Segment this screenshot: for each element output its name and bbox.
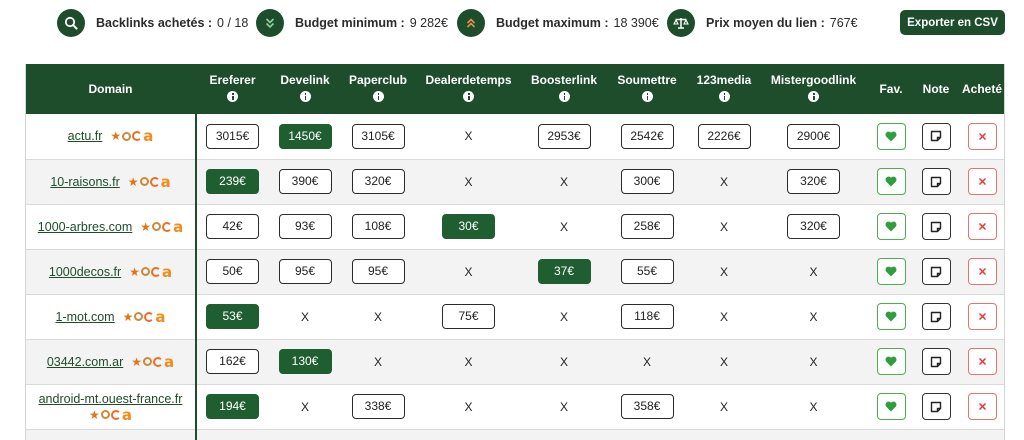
price-cell <box>268 204 342 249</box>
price-button-best[interactable]: 130€ <box>279 349 332 374</box>
header-platform: Ereferer <box>196 64 268 114</box>
favorite-cell <box>868 339 914 384</box>
ahrefs-logo-icon: a <box>173 217 184 236</box>
not-available-mark: X <box>464 129 473 144</box>
domain-wrap <box>26 127 195 146</box>
header-fav: Fav. <box>868 64 914 114</box>
close-icon <box>978 222 987 231</box>
table-row <box>26 204 1005 249</box>
stat-budget-min-label: Budget minimum : <box>295 16 405 30</box>
not-available-mark: X <box>719 354 728 369</box>
not-available-mark: X <box>642 354 651 369</box>
favorite-button[interactable] <box>877 123 906 150</box>
price-button-best[interactable]: 1450€ <box>279 124 332 149</box>
note-icon <box>930 130 942 142</box>
price-cell <box>342 339 414 384</box>
price-cell <box>414 159 523 204</box>
price-button[interactable]: 95€ <box>352 259 405 284</box>
price-button[interactable]: 358€ <box>621 394 674 419</box>
info-icon[interactable] <box>559 91 570 102</box>
note-cell <box>914 204 958 249</box>
note-button[interactable] <box>922 213 951 240</box>
price-button[interactable]: 93€ <box>279 214 332 239</box>
header-bought: Acheté <box>958 64 1005 114</box>
header-platform: Develink <box>268 64 342 114</box>
magnifier-icon <box>141 267 150 276</box>
domain-metrics-badges[interactable] <box>127 172 171 191</box>
info-icon[interactable] <box>808 91 819 102</box>
favorite-button[interactable] <box>877 213 906 240</box>
stat-avg-price-value: 767€ <box>829 16 858 30</box>
favorite-cell <box>868 114 914 159</box>
price-cell <box>196 294 268 339</box>
note-button[interactable] <box>922 123 951 150</box>
price-cell <box>268 294 342 339</box>
delete-button[interactable] <box>968 258 997 285</box>
domain-metrics-badges[interactable] <box>140 217 184 236</box>
domain-metrics-badges[interactable] <box>131 352 175 371</box>
circle-logo-icon <box>150 177 160 187</box>
note-icon <box>930 176 942 188</box>
price-button[interactable]: 2226€ <box>698 124 751 149</box>
circle-logo-icon <box>162 222 172 232</box>
delete-button[interactable] <box>968 303 997 330</box>
scale-icon <box>667 9 695 37</box>
not-available-mark: X <box>373 354 382 369</box>
header-platform: Soumettre <box>605 64 689 114</box>
note-icon <box>930 311 942 323</box>
price-cell <box>268 249 342 294</box>
delete-button[interactable] <box>968 123 997 150</box>
price-cell <box>523 294 605 339</box>
not-available-mark: X <box>719 219 728 234</box>
not-available-mark: X <box>464 399 473 414</box>
note-cell <box>914 339 958 384</box>
price-cell <box>605 114 689 159</box>
price-cell <box>689 249 759 294</box>
price-cell <box>414 204 523 249</box>
price-cell <box>414 249 523 294</box>
price-cell <box>342 294 414 339</box>
domain-cell <box>26 384 196 429</box>
delete-cell <box>958 249 1005 294</box>
domain-cell <box>26 159 196 204</box>
price-cell <box>196 339 268 384</box>
price-cell <box>689 339 759 384</box>
header-platform: Mistergoodlink <box>759 64 868 114</box>
domain-metrics-badges[interactable] <box>122 307 166 326</box>
not-available-mark: X <box>809 399 818 414</box>
price-cell <box>759 204 868 249</box>
stat-backlinks-value: 0 / 18 <box>217 16 249 30</box>
info-icon[interactable] <box>719 91 730 102</box>
price-cell <box>523 339 605 384</box>
ahrefs-logo-icon: a <box>155 307 166 326</box>
not-available-mark: X <box>809 354 818 369</box>
delete-cell <box>958 204 1005 249</box>
note-icon <box>930 401 942 413</box>
circle-logo-icon <box>151 267 161 277</box>
ahrefs-logo-icon: a <box>161 262 173 281</box>
price-cell <box>605 339 689 384</box>
delete-button[interactable] <box>968 393 997 420</box>
favorite-cell <box>868 249 914 294</box>
domain-cell <box>26 294 196 339</box>
table-row <box>26 249 1005 294</box>
price-cell <box>196 249 268 294</box>
price-button[interactable]: 50€ <box>206 259 259 284</box>
note-button[interactable] <box>922 303 951 330</box>
header-platform: Dealerdetemps <box>414 64 523 114</box>
price-button[interactable]: 300€ <box>621 169 674 194</box>
price-button[interactable]: 2900€ <box>787 124 840 149</box>
price-button-best[interactable]: 30€ <box>442 214 495 239</box>
stat-backlinks <box>57 9 248 37</box>
price-cell <box>196 384 268 429</box>
price-button[interactable]: 42€ <box>206 214 259 239</box>
domain-link[interactable]: 1000-arbres.com <box>37 219 133 234</box>
price-cell <box>689 384 759 429</box>
favorite-button[interactable] <box>877 348 906 375</box>
not-available-mark: X <box>559 219 568 234</box>
price-button[interactable]: 338€ <box>352 394 405 419</box>
price-button[interactable]: 390€ <box>279 169 332 194</box>
price-cell <box>342 114 414 159</box>
header-domain: Domain <box>26 64 196 114</box>
price-cell <box>196 114 268 159</box>
header-platform: Paperclub <box>342 64 414 114</box>
star-icon: ★ <box>140 219 152 234</box>
close-icon <box>978 312 987 321</box>
price-button[interactable]: 55€ <box>621 259 674 284</box>
info-icon[interactable] <box>373 91 384 102</box>
note-cell <box>914 159 958 204</box>
circle-logo-icon <box>153 357 163 367</box>
price-cell <box>759 429 868 440</box>
domain-wrap <box>26 172 195 191</box>
note-button[interactable] <box>922 168 951 195</box>
star-icon: ★ <box>129 264 140 279</box>
price-cell <box>414 384 523 429</box>
close-icon <box>978 402 987 411</box>
price-cell <box>605 294 689 339</box>
chevron-double-up-icon <box>457 9 485 37</box>
price-button[interactable]: 108€ <box>352 214 405 239</box>
domain-metrics-badges[interactable] <box>110 127 154 146</box>
table-header <box>26 64 1005 114</box>
domain-link[interactable]: 10-raisons.fr <box>50 174 120 189</box>
price-cell <box>196 159 268 204</box>
domain-cell <box>26 204 196 249</box>
close-icon <box>978 132 987 141</box>
heart-icon <box>885 131 897 142</box>
note-button[interactable] <box>922 348 951 375</box>
star-icon: ★ <box>89 407 100 422</box>
domain-wrap <box>26 352 195 371</box>
favorite-button[interactable] <box>877 303 906 330</box>
heart-icon <box>885 266 897 277</box>
price-cell <box>605 249 689 294</box>
note-cell <box>914 249 958 294</box>
price-button[interactable]: 162€ <box>206 349 259 374</box>
table-row <box>26 114 1005 159</box>
not-available-mark: X <box>559 399 568 414</box>
price-button-best[interactable]: 53€ <box>206 304 259 329</box>
not-available-mark: X <box>719 309 728 324</box>
header-platform: Boosterlink <box>523 64 605 114</box>
heart-icon <box>885 401 897 412</box>
domain-wrap <box>26 217 195 236</box>
price-cell <box>342 384 414 429</box>
delete-button[interactable] <box>968 168 997 195</box>
price-button-best[interactable]: 37€ <box>538 259 591 284</box>
domain-metrics-badges[interactable] <box>89 405 132 424</box>
not-available-mark: X <box>809 309 818 324</box>
stat-budget-min-value: 9 282€ <box>409 16 448 30</box>
price-button[interactable]: 3105€ <box>352 124 405 149</box>
price-button[interactable]: 118€ <box>621 304 674 329</box>
heart-icon <box>885 176 897 187</box>
price-button[interactable]: 320€ <box>787 214 840 239</box>
price-cell <box>689 429 759 440</box>
delete-cell <box>958 159 1005 204</box>
domain-wrap <box>26 392 195 422</box>
table-row <box>26 159 1005 204</box>
stat-budget-min <box>256 9 448 37</box>
price-button[interactable]: 320€ <box>352 169 405 194</box>
stats-bar <box>57 9 1024 37</box>
ahrefs-logo-icon: a <box>121 405 132 424</box>
price-button[interactable]: 95€ <box>279 259 332 284</box>
domain-link[interactable]: android-mt.ouest-france.fr <box>38 391 183 406</box>
price-cell <box>759 384 868 429</box>
table-row <box>26 429 1005 440</box>
favorite-cell <box>868 294 914 339</box>
delete-button[interactable] <box>968 348 997 375</box>
favorite-cell <box>868 204 914 249</box>
domain-wrap <box>26 262 195 281</box>
not-available-mark: X <box>719 264 728 279</box>
not-available-mark: X <box>373 309 382 324</box>
price-cell <box>759 159 868 204</box>
price-button[interactable]: 320€ <box>787 169 840 194</box>
price-cell <box>523 204 605 249</box>
not-available-mark: X <box>300 399 309 414</box>
domain-wrap <box>26 307 195 326</box>
note-icon <box>930 356 942 368</box>
price-cell <box>414 114 523 159</box>
not-available-mark: X <box>464 174 473 189</box>
delete-cell <box>958 429 1005 440</box>
magnifier-icon <box>122 132 131 141</box>
price-cell <box>268 114 342 159</box>
delete-cell <box>958 114 1005 159</box>
not-available-mark: X <box>719 399 728 414</box>
note-button[interactable] <box>922 393 951 420</box>
price-cell <box>759 294 868 339</box>
magnifier-icon <box>134 312 143 321</box>
not-available-mark: X <box>300 309 309 324</box>
note-icon <box>930 266 942 278</box>
close-icon <box>978 267 987 276</box>
price-cell <box>268 339 342 384</box>
delete-cell <box>958 294 1005 339</box>
price-button[interactable]: 258€ <box>621 214 674 239</box>
not-available-mark: X <box>559 354 568 369</box>
favorite-button[interactable] <box>877 393 906 420</box>
magnifier-icon <box>140 177 149 186</box>
price-cell <box>196 429 268 440</box>
note-cell <box>914 114 958 159</box>
stat-budget-max <box>457 9 659 37</box>
stat-budget-max-value: 18 390€ <box>613 16 659 30</box>
favorite-button[interactable] <box>877 258 906 285</box>
star-icon: ★ <box>110 129 122 144</box>
domain-cell <box>26 114 196 159</box>
price-button[interactable]: 3015€ <box>206 124 259 149</box>
star-icon: ★ <box>122 309 134 324</box>
table-body <box>26 114 1005 440</box>
price-cell <box>689 114 759 159</box>
favorite-cell <box>868 159 914 204</box>
price-button-best[interactable]: 194€ <box>206 394 259 419</box>
price-cell <box>759 339 868 384</box>
table-row <box>26 339 1005 384</box>
favorite-button[interactable] <box>877 168 906 195</box>
price-cell <box>342 249 414 294</box>
price-cell <box>605 429 689 440</box>
favorite-cell <box>868 384 914 429</box>
chevron-double-down-icon <box>256 9 284 37</box>
price-button[interactable]: 2953€ <box>538 124 591 149</box>
domain-link[interactable]: 1-mot.com <box>55 309 115 324</box>
price-cell <box>689 294 759 339</box>
ahrefs-logo-icon: a <box>164 352 175 371</box>
price-cell <box>268 429 342 440</box>
domain-link[interactable]: 1000decos.fr <box>48 264 122 279</box>
heart-icon <box>885 356 897 367</box>
not-available-mark: X <box>559 174 568 189</box>
heart-icon <box>885 221 897 232</box>
domain-cell <box>26 429 196 440</box>
price-button[interactable]: 2542€ <box>621 124 674 149</box>
price-cell <box>759 114 868 159</box>
info-icon[interactable] <box>642 91 653 102</box>
price-cell <box>342 159 414 204</box>
price-cell <box>605 159 689 204</box>
close-icon <box>978 357 987 366</box>
price-cell <box>523 429 605 440</box>
price-cell <box>268 159 342 204</box>
not-available-mark: X <box>559 309 568 324</box>
price-cell <box>605 384 689 429</box>
stat-backlinks-label: Backlinks achetés : <box>96 16 213 30</box>
magnifier-icon <box>143 357 152 366</box>
ahrefs-logo-icon: a <box>143 127 154 146</box>
header-note: Note <box>914 64 958 114</box>
not-available-mark: X <box>719 174 728 189</box>
price-cell <box>342 429 414 440</box>
star-icon: ★ <box>127 174 139 189</box>
not-available-mark: X <box>464 354 473 369</box>
price-cell <box>523 114 605 159</box>
delete-button[interactable] <box>968 213 997 240</box>
domain-metrics-badges[interactable] <box>129 262 173 281</box>
price-cell <box>414 294 523 339</box>
not-available-mark: X <box>809 264 818 279</box>
price-cell <box>196 204 268 249</box>
favorite-cell <box>868 429 914 440</box>
note-cell <box>914 384 958 429</box>
price-cell <box>689 159 759 204</box>
price-cell <box>414 429 523 440</box>
domain-cell <box>26 339 196 384</box>
note-button[interactable] <box>922 258 951 285</box>
price-cell <box>414 339 523 384</box>
header-platform: 123media <box>689 64 759 114</box>
domain-cell <box>26 249 196 294</box>
export-csv-button[interactable]: Exporter en CSV <box>900 10 1005 35</box>
close-icon <box>978 177 987 186</box>
info-icon[interactable] <box>300 91 311 102</box>
circle-logo-icon <box>144 312 154 322</box>
note-cell <box>914 429 958 440</box>
not-available-mark: X <box>464 264 473 279</box>
circle-logo-icon <box>132 131 142 141</box>
stat-avg-price-label: Prix moyen du lien : <box>706 16 825 30</box>
domain-link[interactable]: actu.fr <box>67 129 103 144</box>
note-icon <box>930 221 942 233</box>
price-cell <box>689 204 759 249</box>
price-button[interactable]: 75€ <box>442 304 495 329</box>
magnifier-icon <box>152 222 161 231</box>
heart-icon <box>885 311 897 322</box>
star-icon: ★ <box>131 354 143 369</box>
info-icon[interactable] <box>227 91 238 102</box>
table-row <box>26 294 1005 339</box>
stat-avg-price <box>667 9 858 37</box>
stat-budget-max-label: Budget maximum : <box>496 16 609 30</box>
table-row <box>26 384 1005 429</box>
search-icon <box>57 9 85 37</box>
circle-logo-icon <box>111 410 121 420</box>
domain-link[interactable]: 03442.com.ar <box>46 354 124 369</box>
ahrefs-logo-icon: a <box>160 172 171 191</box>
price-cell <box>342 204 414 249</box>
price-cell <box>523 159 605 204</box>
price-cell <box>605 204 689 249</box>
info-icon[interactable] <box>463 91 474 102</box>
price-cell <box>523 384 605 429</box>
price-cell <box>759 249 868 294</box>
price-button-best[interactable]: 239€ <box>206 169 259 194</box>
backlinks-table <box>25 64 1005 440</box>
delete-cell <box>958 384 1005 429</box>
price-cell <box>523 249 605 294</box>
magnifier-icon <box>101 410 110 419</box>
note-cell <box>914 294 958 339</box>
delete-cell <box>958 339 1005 384</box>
price-cell <box>268 384 342 429</box>
